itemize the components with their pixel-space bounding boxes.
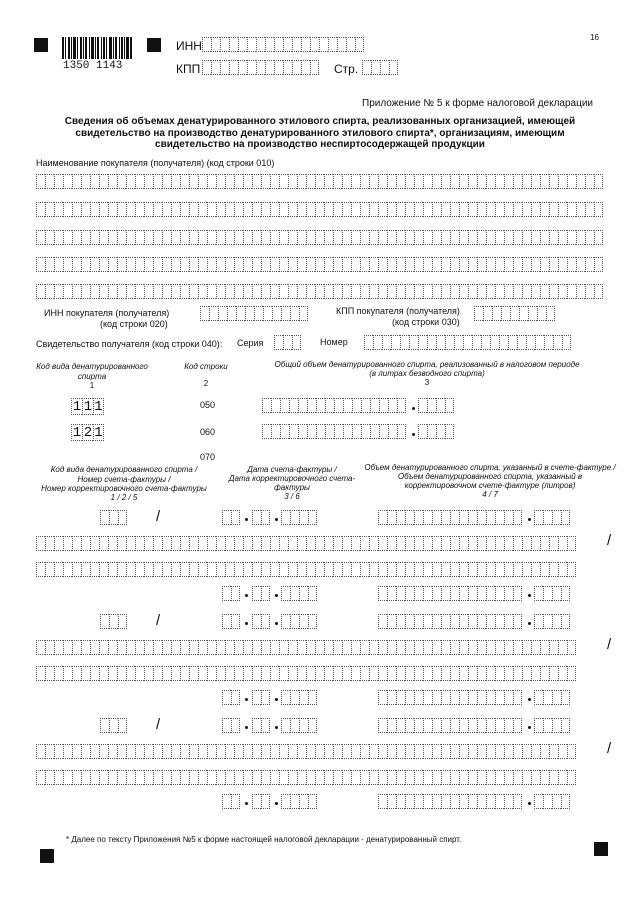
invoice-date-dot-1-main-b3 [245,726,248,729]
series-label: Серия [237,338,264,348]
invoice-date-dot-2-main-b3 [275,726,278,729]
invoice-date-dot-1-corr-b3 [245,802,248,805]
t1-row1-code[interactable]: 1 1 1 [72,399,103,415]
slash-number-b1: / [607,532,612,549]
slash-code-b1: / [156,508,161,525]
invoice-date-day-corr-b3[interactable] [222,794,240,809]
invoice-date-month-corr-b3[interactable] [252,794,270,809]
invoice-date-dot-1-corr-b1 [245,594,248,597]
invoice-date-year-corr-b2[interactable] [281,690,317,705]
t1-row2-line: 060 [200,427,216,437]
number-label: Номер [320,337,348,347]
invoice-date-day-corr-b1[interactable] [222,586,240,601]
t2-col1-num: 1 / 2 / 5 [110,493,138,502]
buyer-inn-label: ИНН покупателя (получателя) [44,308,170,318]
invoice-volume-fraction-corr-b1[interactable] [534,586,570,601]
invoice-volume-corr-b1[interactable] [378,586,522,601]
main-title-line1: Сведения об объемах денатурированного этилового спирта, реализованных организацией, имеющей [64,116,576,127]
t2-col3-header-1: Объем денатурированного спирта, указанный в счете-фактуре / [364,463,616,472]
invoice-date-dot-2-corr-b3 [275,802,278,805]
invoice-date-dot-1-main-b1 [245,518,248,521]
header-page-cells[interactable] [362,60,398,75]
slash-number-b2: / [607,636,612,653]
invoice-date-month-corr-b1[interactable] [252,586,270,601]
buyer-name-row[interactable] [36,174,603,189]
kpp-label: КПП [176,62,201,76]
inn-label: ИНН [176,39,202,53]
invoice-volume-fraction-main-b3[interactable] [534,718,570,733]
invoice-date-year-corr-b1[interactable] [281,586,317,601]
invoice-date-year-main-b1[interactable] [281,510,317,525]
certificate-number-cells[interactable] [364,335,571,350]
t2-col2-header-3: фактуры [274,483,310,492]
invoice-volume-dot-corr-b3 [528,802,531,805]
invoice-date-day-main-b2[interactable] [222,614,240,629]
invoice-volume-corr-b3[interactable] [378,794,522,809]
denatured-code-b3[interactable] [100,718,127,733]
invoice-date-dot-2-corr-b1 [275,594,278,597]
invoice-date-year-main-b3[interactable] [281,718,317,733]
buyer-name-row[interactable] [36,230,603,245]
invoice-number-b3[interactable] [36,744,576,759]
denatured-code-b1[interactable] [100,510,127,525]
invoice-volume-main-b1[interactable] [378,510,522,525]
t2-col3-header-3: корректировочном счете-фактуре (литров) [404,481,576,490]
t1-row1-volume[interactable] [262,398,406,413]
t1-col3-header-2: (в литрах безводного спирта) [369,369,485,378]
t1-col2-header: Код строки [184,362,228,371]
registration-marker-top-left [34,38,48,52]
t2-col1-header-2: Номер счета-фактуры / [77,475,171,484]
invoice-volume-fraction-main-b2[interactable] [534,614,570,629]
invoice-date-year-main-b2[interactable] [281,614,317,629]
invoice-date-dot-2-main-b1 [275,518,278,521]
invoice-volume-main-b2[interactable] [378,614,522,629]
invoice-date-month-main-b1[interactable] [252,510,270,525]
t1-row3-line: 070 [200,452,216,462]
correction-number-b2[interactable] [36,666,576,681]
denatured-code-b2[interactable] [100,614,127,629]
invoice-date-dot-1-main-b2 [245,622,248,625]
t1-col2-num: 2 [203,379,209,388]
correction-number-b1[interactable] [36,562,576,577]
invoice-date-month-corr-b2[interactable] [252,690,270,705]
t1-row1-volume-fraction[interactable] [418,398,454,413]
invoice-number-b2[interactable] [36,640,576,655]
appendix-title: Приложение № 5 к форме налоговой декларации [362,98,594,109]
invoice-date-day-main-b1[interactable] [222,510,240,525]
t2-col2-header-1: Дата счета-фактуры / [247,465,337,474]
registration-marker-bottom-right [594,842,608,856]
t1-col3-num: 3 [424,378,430,387]
buyer-inn-cells[interactable] [200,306,308,321]
t1-row2-decimal-point [412,433,415,436]
t1-row2-volume-fraction[interactable] [418,424,454,439]
t1-col1-num: 1 [89,381,95,390]
invoice-date-month-main-b2[interactable] [252,614,270,629]
t1-row1-decimal-point [412,407,415,410]
invoice-number-b1[interactable] [36,536,576,551]
footnote: * Далее по тексту Приложения №5 к форме настоящей налоговой декларации - денатурированный спирт. [66,835,462,844]
invoice-volume-fraction-main-b1[interactable] [534,510,570,525]
invoice-volume-fraction-corr-b2[interactable] [534,690,570,705]
t1-row2-volume[interactable] [262,424,406,439]
invoice-date-day-main-b3[interactable] [222,718,240,733]
barcode-number: 1350 1143 [63,60,123,72]
t1-col3-header-1: Общий объем денатурированного спирта, реализованный в налоговом периоде [274,360,580,369]
buyer-name-row[interactable] [36,202,603,217]
invoice-volume-dot-main-b3 [528,726,531,729]
buyer-kpp-label: КПП покупателя (получателя) [336,306,460,316]
invoice-date-dot-2-main-b2 [275,622,278,625]
certificate-label: Свидетельство получателя (код строки 040): [36,339,223,349]
invoice-volume-main-b3[interactable] [378,718,522,733]
invoice-volume-dot-main-b1 [528,518,531,521]
invoice-volume-fraction-corr-b3[interactable] [534,794,570,809]
header-kpp-cells[interactable] [202,60,319,75]
buyer-name-row[interactable] [36,257,603,272]
t2-col2-num: 3 / 6 [284,492,300,501]
invoice-date-year-corr-b3[interactable] [281,794,317,809]
buyer-inn-code: (код строки 020) [100,319,168,329]
t2-col3-header-2: Объем денатурированного спирта, указанный в [397,472,583,481]
invoice-volume-dot-corr-b2 [528,698,531,701]
t1-col1-header-1: Код вида денатурированного [36,362,148,371]
invoice-volume-dot-corr-b1 [528,594,531,597]
t2-col1-header-1: Код вида денатурированного спирта / [50,465,198,474]
buyer-name-row[interactable] [36,284,603,299]
registration-marker-top-mid [147,38,161,52]
invoice-date-day-corr-b2[interactable] [222,690,240,705]
t2-col2-header-2: Дата корректировочного счета- [228,474,356,483]
certificate-series-cells[interactable] [274,335,301,350]
invoice-date-month-main-b3[interactable] [252,718,270,733]
buyer-kpp-cells[interactable] [474,306,555,321]
invoice-volume-corr-b2[interactable] [378,690,522,705]
t2-col1-header-3: Номер корректировочного счета-фактуры [41,484,207,493]
slash-number-b3: / [607,740,612,757]
t1-row2-code[interactable]: 1 2 1 [72,425,103,441]
registration-marker-bottom-left [40,849,54,863]
invoice-volume-dot-main-b2 [528,622,531,625]
buyer-kpp-code: (код строки 030) [392,317,460,327]
page-label: Стр. [334,62,359,76]
t1-row1-line: 050 [200,400,216,410]
slash-code-b2: / [156,612,161,629]
t2-col3-num: 4 / 7 [482,490,498,499]
slash-code-b3: / [156,716,161,733]
main-title-line3: свидетельство на производство неспиртосодержащей продукции [155,139,485,150]
invoice-date-dot-2-corr-b2 [275,698,278,701]
t1-col1-header-2: спирта [77,372,107,381]
invoice-date-dot-1-corr-b2 [245,698,248,701]
page-number: 16 [590,33,599,42]
main-title-line2: свидетельство на производство денатурированного этилового спирта*, организациям, имеющим [75,128,565,139]
correction-number-b3[interactable] [36,770,576,785]
buyer-name-label: Наименование покупателя (получателя) (код строки 010) [36,158,275,168]
header-inn-cells[interactable] [202,37,364,52]
